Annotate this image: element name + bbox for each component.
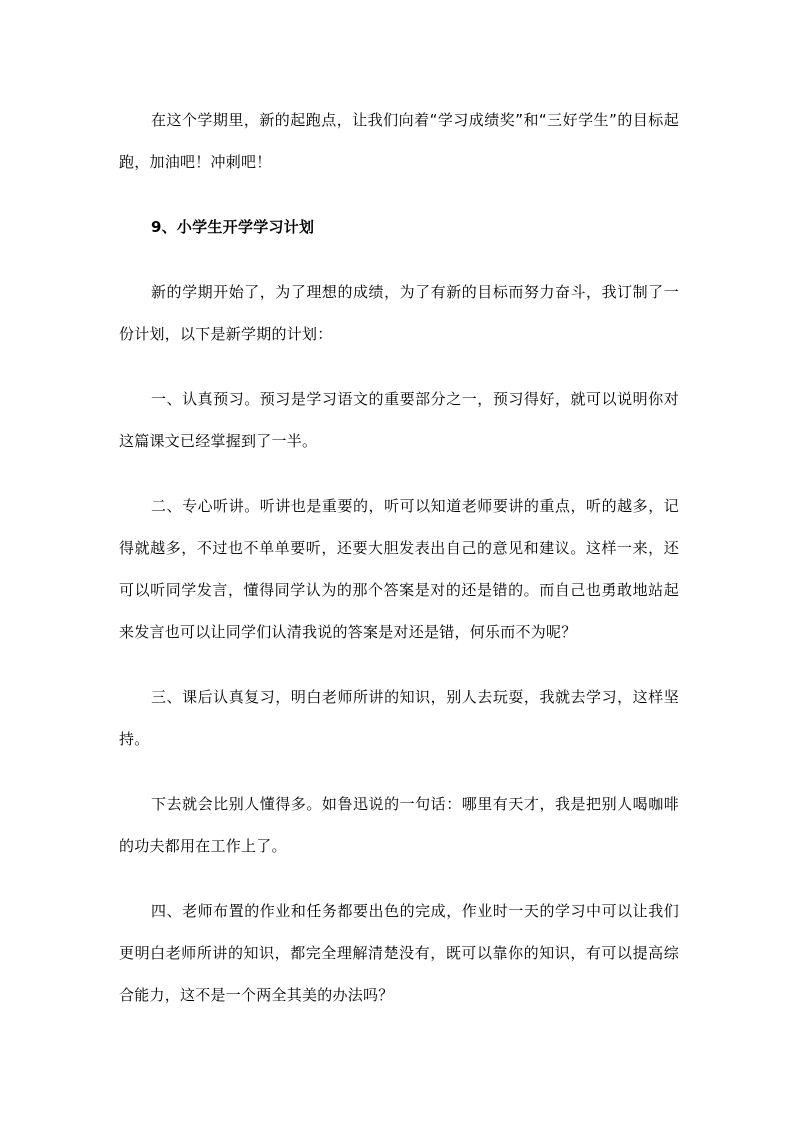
paragraph-point-three-continued: 下去就会比别人懂得多。如鲁迅说的一句话：哪里有天才，我是把别人喝咖啡的功夫都用在工作上了。 <box>119 795 679 855</box>
paragraph-point-two: 二、专心听讲。听讲也是重要的，听可以知道老师要讲的重点，听的越多，记得就越多，不过也不单单要听，还要大胆发表出自己的意见和建议。这样一来，还可以听同学发言，懂得同学认为的那个答案是对的还是错的。而自己也勇敢地站起来发言也可以让同学们认清我说的答案是对还是错，何乐而不为呢？ <box>119 497 679 641</box>
intro-paragraph: 在这个学期里，新的起跑点，让我们向着“学习成绩奖”和“三好学生”的目标起跑，加油吧！冲刺吧！ <box>119 111 679 171</box>
paragraph-opening: 新的学期开始了，为了理想的成绩，为了有新的目标而努力奋斗，我订制了一份计划，以下是新学期的计划： <box>119 283 679 343</box>
paragraph-point-three: 三、课后认真复习，明白老师所讲的知识，别人去玩耍，我就去学习，这样坚持。 <box>119 688 679 748</box>
document-body <box>119 99 679 1039</box>
section-heading: 9、小学生开学学习计划 <box>151 218 315 236</box>
paragraph-point-one: 一、认真预习。预习是学习语文的重要部分之一，预习得好，就可以说明你对这篇课文已经掌握到了一半。 <box>119 390 679 450</box>
paragraph-point-four: 四、老师布置的作业和任务都要出色的完成，作业时一天的学习中可以让我们更明白老师所讲的知识，都完全理解清楚没有，既可以靠你的知识，有可以提高综合能力，这不是一个两全其美的办法吗？ <box>119 902 679 1004</box>
